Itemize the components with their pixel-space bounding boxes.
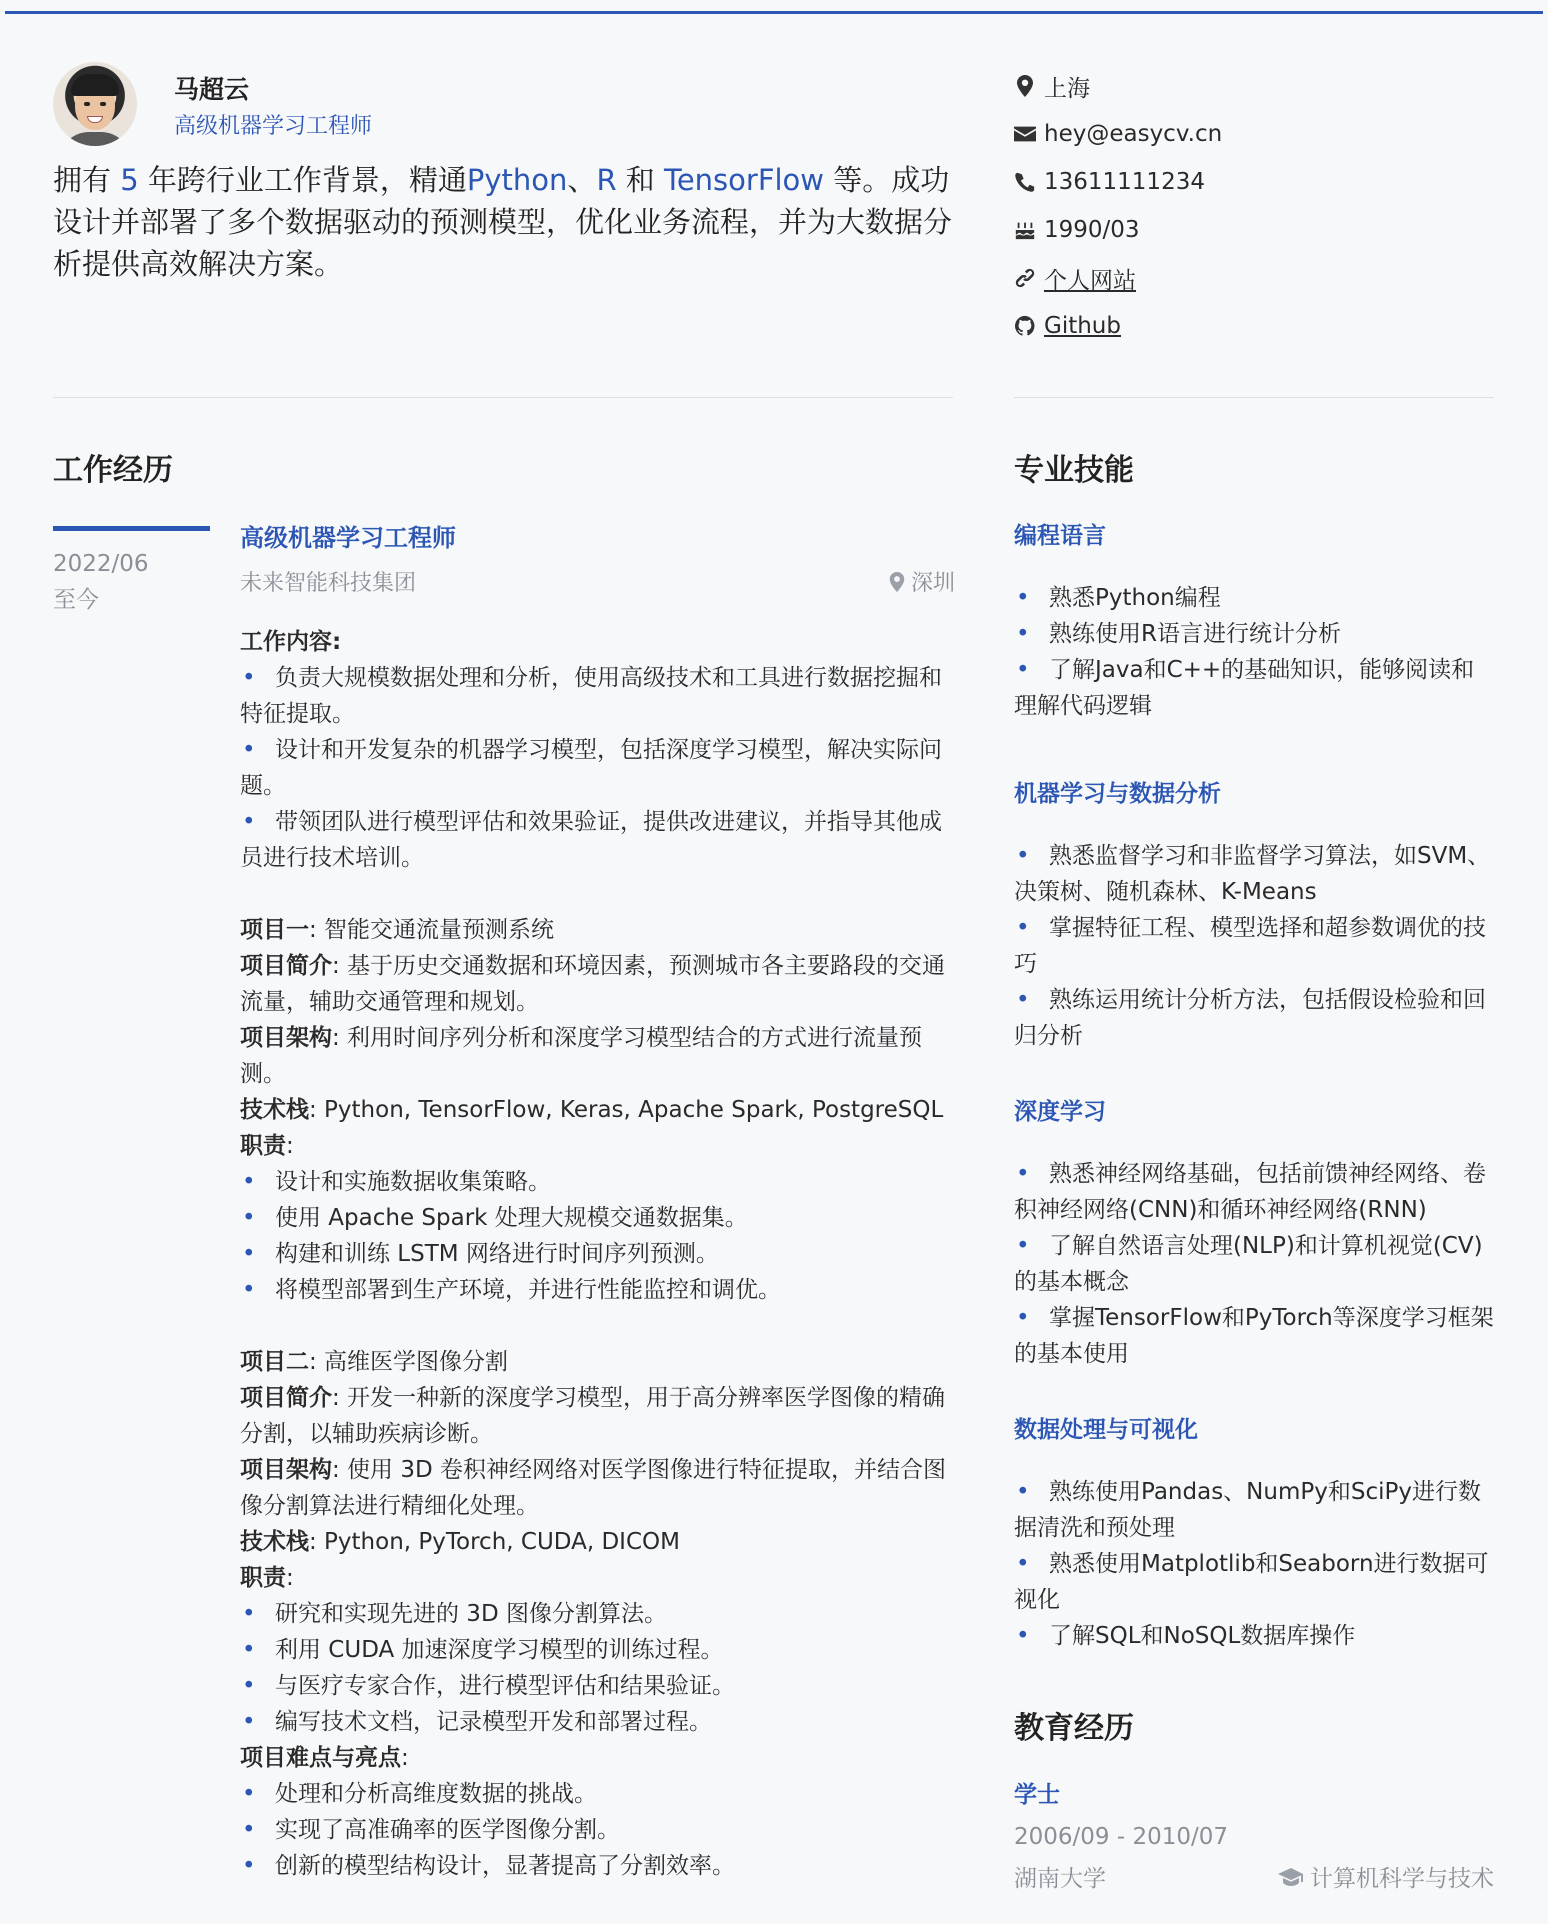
list-item: • 实现了高准确率的医学图像分割。: [240, 1812, 955, 1848]
divider: [53, 397, 953, 398]
divider: [1014, 397, 1494, 398]
project-intro: 项目简介: 基于历史交通数据和环境因素，预测城市各主要路段的交通流量，辅助交通管理和规划。: [240, 953, 946, 1015]
list-item: • 处理和分析高维度数据的挑战。: [240, 1776, 955, 1812]
education-major: [1278, 1860, 1494, 1893]
work-section-title: 工作经历: [53, 453, 173, 488]
contact-email: [1014, 110, 1222, 158]
list-item: • 负责大规模数据处理和分析，使用高级技术和工具进行数据挖掘和特征提取。: [240, 660, 955, 732]
content-label: 工作内容:: [240, 629, 342, 655]
list-item: • 熟悉神经网络基础，包括前馈神经网络、卷积神经网络(CNN)和循环神经网络(RNN): [1014, 1156, 1494, 1228]
envelope-icon: [1014, 123, 1036, 145]
map-pin-icon: [889, 572, 905, 592]
project-duty-label: 职责:: [240, 1133, 294, 1159]
skill-category: [1014, 1094, 1494, 1372]
job-description: [240, 624, 955, 1884]
list-item: • 了解Java和C++的基础知识，能够阅读和理解代码逻辑: [1014, 652, 1494, 724]
birth-text: 1990/03: [1044, 217, 1140, 243]
project-name: 项目一: 智能交通流量预测系统: [240, 917, 555, 943]
github-link[interactable]: Github: [1044, 313, 1121, 339]
list-item: • 构建和训练 LSTM 网络进行时间序列预测。: [240, 1236, 955, 1272]
education-period: 2006/09 - 2010/07: [1014, 1824, 1229, 1850]
education-school: 湖南大学: [1014, 1866, 1106, 1892]
github-icon: [1014, 315, 1036, 337]
skill-category-title: 深度学习: [1014, 1099, 1106, 1125]
list-item: • 熟练使用R语言进行统计分析: [1014, 616, 1494, 652]
contact-birth: [1014, 206, 1222, 254]
birthday-cake-icon: [1014, 219, 1036, 241]
job-period: [53, 546, 149, 618]
email-text: hey@easycv.cn: [1044, 121, 1223, 147]
list-item: • 设计和开发复杂的机器学习模型，包括深度学习模型，解决实际问题。: [240, 732, 955, 804]
list-item: • 了解SQL和NoSQL数据库操作: [1014, 1618, 1494, 1654]
skill-category-title: 编程语言: [1014, 523, 1106, 549]
project-stack: 技术栈: Python, TensorFlow, Keras, Apache Spark, PostgreSQL: [240, 1097, 944, 1123]
skill-category-title: 数据处理与可视化: [1014, 1417, 1198, 1443]
list-item: • 了解自然语言处理(NLP)和计算机视觉(CV)的基本概念: [1014, 1228, 1494, 1300]
link-icon: [1014, 267, 1036, 289]
education-degree: 学士: [1014, 1782, 1060, 1808]
summary-part: 年跨行业工作背景，精通: [138, 163, 467, 197]
graduation-cap-icon: [1278, 1867, 1304, 1887]
skill-category: [1014, 518, 1494, 724]
project-name: 项目二: 高维医学图像分割: [240, 1349, 509, 1375]
contact-phone: [1014, 158, 1222, 206]
map-pin-icon: [1014, 75, 1036, 97]
project-intro: 项目简介: 开发一种新的深度学习模型，用于高分辨率医学图像的精确分割，以辅助疾病诊断。: [240, 1385, 946, 1447]
list-item: • 熟悉监督学习和非监督学习算法，如SVM、决策树、随机森林、K-Means: [1014, 838, 1494, 910]
list-item: • 掌握特征工程、模型选择和超参数调优的技巧: [1014, 910, 1494, 982]
skill-category-title: 机器学习与数据分析: [1014, 781, 1221, 807]
candidate-role: 高级机器学习工程师: [174, 114, 373, 139]
list-item: • 创新的模型结构设计，显著提高了分割效率。: [240, 1848, 955, 1884]
contact-list: [1014, 62, 1222, 350]
summary-part: 和: [616, 163, 665, 197]
project-stack: 技术栈: Python, PyTorch, CUDA, DICOM: [240, 1529, 680, 1555]
list-item: • 使用 Apache Spark 处理大规模交通数据集。: [240, 1200, 955, 1236]
project-arch: 项目架构: 使用 3D 卷积神经网络对医学图像进行特征提取，并结合图像分割算法进行精细化处理。: [240, 1457, 947, 1519]
location-text: 上海: [1044, 75, 1090, 102]
summary-highlight: Python: [466, 163, 568, 197]
summary-part: 等。成功设计并部署了多个数据驱动的预测模型，优化业务流程，并为大数据分析提供高效解决方案。: [53, 163, 953, 281]
list-item: • 编写技术文档，记录模型开发和部署过程。: [240, 1704, 955, 1740]
education-major-text: 计算机科学与技术: [1310, 1866, 1494, 1892]
phone-icon: [1014, 171, 1036, 193]
summary-text: [53, 159, 958, 285]
job-company: 未来智能科技集团: [240, 571, 417, 596]
list-item: • 熟悉Python编程: [1014, 580, 1494, 616]
project-duty-label: 职责:: [240, 1565, 294, 1591]
summary-highlight: R: [596, 163, 617, 197]
summary-part: 、: [567, 163, 597, 197]
job-end-date: 至今: [53, 587, 99, 613]
job-start-date: 2022/06: [53, 551, 149, 577]
summary-part: 拥有: [53, 163, 121, 197]
job-location-text: 深圳: [910, 571, 955, 596]
project-highlight-label: 项目难点与亮点:: [240, 1745, 409, 1771]
project-arch: 项目架构: 利用时间序列分析和深度学习模型结合的方式进行流量预测。: [240, 1025, 923, 1087]
list-item: • 与医疗专家合作，进行模型评估和结果验证。: [240, 1668, 955, 1704]
summary-highlight: 5: [120, 163, 139, 197]
skill-category: [1014, 1412, 1494, 1654]
phone-text: 13611111234: [1044, 169, 1205, 195]
list-item: • 熟练使用Pandas、NumPy和SciPy进行数据清洗和预处理: [1014, 1474, 1494, 1546]
list-item: • 带领团队进行模型评估和效果验证，提供改进建议，并指导其他成员进行技术培训。: [240, 804, 955, 876]
candidate-name: 马超云: [174, 75, 250, 104]
job-title: 高级机器学习工程师: [240, 524, 456, 552]
avatar: [53, 62, 137, 146]
list-item: • 熟悉使用Matplotlib和Seaborn进行数据可视化: [1014, 1546, 1494, 1618]
list-item: • 熟练运用统计分析方法，包括假设检验和回归分析: [1014, 982, 1494, 1054]
education-section-title: 教育经历: [1014, 1711, 1134, 1746]
skill-category: [1014, 776, 1494, 1054]
list-item: • 研究和实现先进的 3D 图像分割算法。: [240, 1596, 955, 1632]
list-item: • 设计和实施数据收集策略。: [240, 1164, 955, 1200]
list-item: • 掌握TensorFlow和PyTorch等深度学习框架的基本使用: [1014, 1300, 1494, 1372]
list-item: • 利用 CUDA 加速深度学习模型的训练过程。: [240, 1632, 955, 1668]
skills-section-title: 专业技能: [1014, 453, 1134, 488]
contact-github: [1014, 302, 1222, 350]
contact-website: [1014, 254, 1222, 302]
website-link[interactable]: 个人网站: [1044, 267, 1136, 294]
job-accent-bar: [53, 526, 210, 531]
list-item: • 将模型部署到生产环境，并进行性能监控和调优。: [240, 1272, 955, 1308]
summary-highlight: TensorFlow: [664, 163, 825, 197]
resume-page: [5, 14, 1543, 1924]
job-location: [889, 566, 955, 597]
contact-location: [1014, 62, 1222, 110]
